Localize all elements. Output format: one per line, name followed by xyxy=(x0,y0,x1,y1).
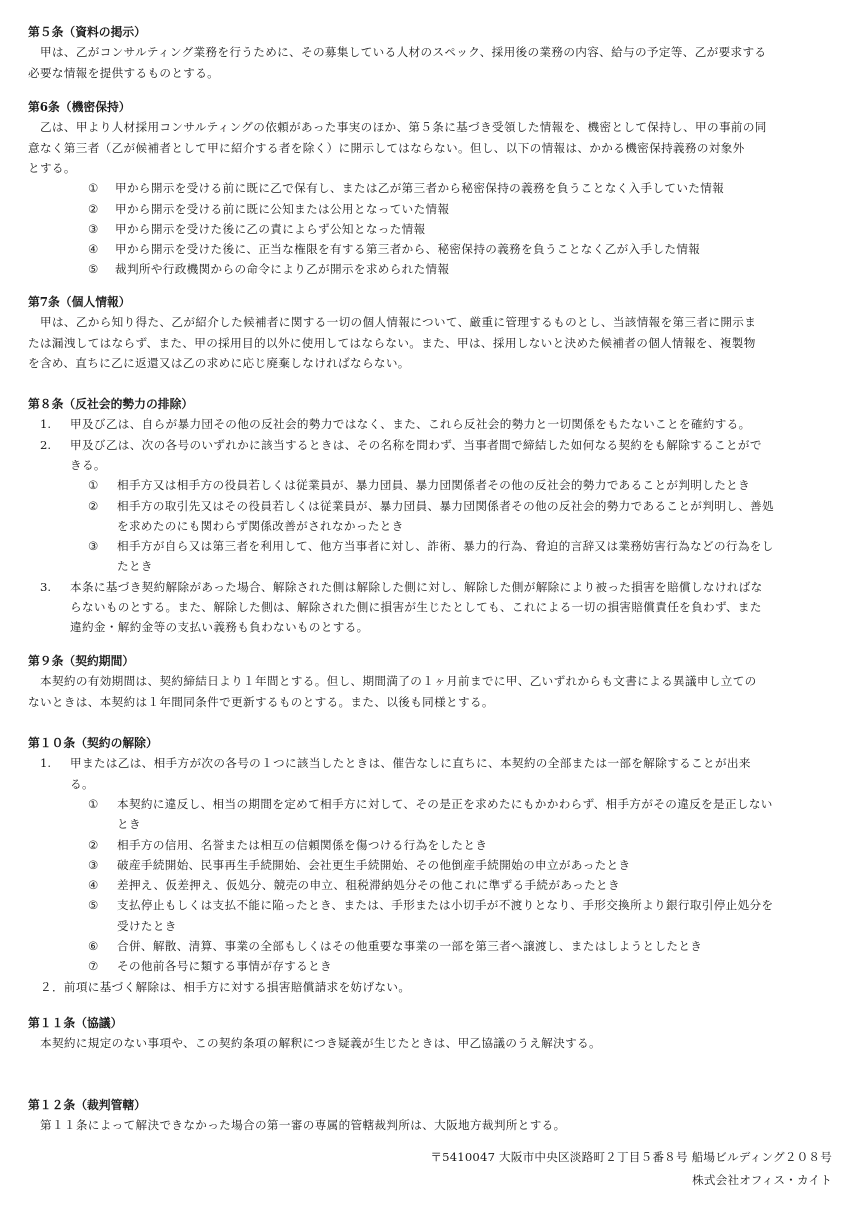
item-marker: ② xyxy=(88,201,99,216)
clause-text-line: 違約金・解約金等の支払い義務も負わないものとする。 xyxy=(70,620,369,635)
article-text-line: とする。 xyxy=(28,160,76,175)
article-text-line: 必要な情報を提供するものとする。 xyxy=(28,65,220,80)
article-heading: 第１０条（契約の解除） xyxy=(28,736,158,750)
article-text-line: ないときは、本契約は１年間同条件で更新するものとする。また、以後も同様とする。 xyxy=(28,694,494,709)
item-marker: ④ xyxy=(88,878,99,893)
item-marker: ① xyxy=(88,796,99,811)
article-text-line: を含め、直ちに乙に返還又は乙の求めに応じ廃棄しなければならない。 xyxy=(28,355,410,370)
clause-text-line: 甲及び乙は、次の各号のいずれかに該当するときは、その名称を問わず、当事者間で締結した如何なる契約をも解除することがで xyxy=(70,437,762,452)
article-heading: 第８条（反社会的勢力の排除） xyxy=(28,397,194,411)
article-heading: 第１２条（裁判管轄） xyxy=(28,1098,146,1112)
item-text-line: 破産手続開始、民事再生手続開始、会社更生手続開始、その他倒産手続開始の申立があったとき xyxy=(117,857,631,872)
article-text-line: 乙は、甲より人材採用コンサルティングの依頼があった事実のほか、第５条に基づき受領した情報を、機密として保持し、甲の事前の同 xyxy=(40,120,767,135)
article-heading: 第7条（個人情報） xyxy=(28,295,131,309)
item-text-line: 甲から開示を受けた後に、正当な権限を有する第三者から、秘密保持の義務を負うことなく乙が入手した情報 xyxy=(115,242,701,257)
item-marker: ① xyxy=(88,181,99,196)
article-text-line: 甲は、乙がコンサルティング業務を行うために、その募集している人材のスペック、採用後の業務の内容、給与の予定等、乙が要求する xyxy=(40,45,767,60)
article-heading: 第５条（資料の掲示） xyxy=(28,25,146,39)
item-marker: ③ xyxy=(88,539,99,554)
item-text-line: 相手方又は相手方の役員若しくは従業員が、暴力団員、暴力団関係者その他の反社会的勢力であることが判明したとき xyxy=(117,478,751,493)
item-text-line: とき xyxy=(117,817,141,832)
clause-text-line: 甲または乙は、相手方が次の各号の１つに該当したときは、催告なしに直ちに、本契約の全部または一部を解除することが出来 xyxy=(70,756,751,771)
item-marker: ⑤ xyxy=(88,898,99,913)
item-marker: ④ xyxy=(88,242,99,257)
item-text-line: その他前各号に類する事情が存するとき xyxy=(117,959,332,974)
item-text-line: 相手方の信用、名誉または相互の信頼関係を傷つける行為をしたとき xyxy=(117,837,488,852)
clause-text-line: きる。 xyxy=(70,457,106,472)
item-text-line: 裁判所や行政機関からの命令により乙が開示を求められた情報 xyxy=(115,262,450,277)
clause-number: 1. xyxy=(40,417,52,432)
item-text-line: 甲から開示を受けた後に乙の責によらず公知となった情報 xyxy=(115,221,426,236)
item-marker: ⑦ xyxy=(88,959,99,974)
article-heading: 第6条（機密保持） xyxy=(28,100,131,114)
footer-company: 株式会社オフィス・カイト xyxy=(692,1173,832,1187)
clause-text-line: ２．前項に基づく解除は、相手方に対する損害賠償請求を妨げない。 xyxy=(40,979,411,994)
item-text-line: 本契約に違反し、相当の期間を定めて相手方に対して、その是正を求めたにもかかわらず、相手方がその違反を是正しない xyxy=(117,796,773,811)
article-heading: 第９条（契約期間） xyxy=(28,654,135,668)
clause-text-line: る。 xyxy=(70,776,94,791)
item-marker: ③ xyxy=(88,221,99,236)
item-marker: ③ xyxy=(88,857,99,872)
item-text-line: 甲から開示を受ける前に既に公知または公用となっていた情報 xyxy=(115,201,450,216)
item-marker: ⑥ xyxy=(88,939,99,953)
article-text-line: 意なく第三者（乙が候補者として甲に紹介する者を除く）に開示してはならない。但し、以下の情報は、かかる機密保持義務の対象外 xyxy=(28,140,745,155)
item-text-line: 相手方の取引先又はその役員若しくは従業員が、暴力団員、暴力団関係者その他の反社会的勢力であることが判明し、善処 xyxy=(117,498,774,513)
item-marker: ② xyxy=(88,837,99,852)
item-text-line: 甲から開示を受ける前に既に乙で保有し、または乙が第三者から秘密保持の義務を負うことなく入手していた情報 xyxy=(115,181,725,196)
article-text-line: 本契約の有効期間は、契約締結日より１年間とする。但し、期間満了の１ヶ月前までに甲、乙いずれからも文書による異議申し立ての xyxy=(40,674,757,689)
item-text-line: 差押え、仮差押え、仮処分、競売の申立、租税滞納処分その他これに準ずる手続があったとき xyxy=(117,878,620,893)
clause-number: 3. xyxy=(40,579,52,594)
clause-text-line: 本条に基づき契約解除があった場合、解除された側は解除した側に対し、解除した側が解除により被った損害を賠償しなければな xyxy=(70,579,763,594)
article-text-line: 甲は、乙から知り得た、乙が紹介した候補者に関する一切の個人情報について、厳重に管理するものとし、当該情報を第三者に開示ま xyxy=(40,315,757,330)
article-text-line: 第１１条によって解決できなかった場合の第一審の専属的管轄裁判所は、大阪地方裁判所とする。 xyxy=(40,1118,566,1133)
clause-text-line: 甲及び乙は、自らが暴力団その他の反社会的勢力ではなく、また、これら反社会的勢力と一切関係をもたないことを確約する。 xyxy=(70,417,751,432)
item-text-line: 受けたとき xyxy=(117,918,177,933)
item-marker: ① xyxy=(88,478,99,493)
footer-address: 〒5410047 大阪市中央区淡路町２丁目５番８号 船場ビルディング２０８号 xyxy=(430,1150,832,1164)
clause-number: 2. xyxy=(40,437,52,452)
item-marker: ② xyxy=(88,498,99,513)
item-text-line: を求めたのにも関わらず関係改善がされなかったとき xyxy=(117,518,404,533)
article-text-line: たは漏洩してはならず、また、甲の採用目的以外に使用してはならない。また、甲は、採用しないと決めた候補者の個人情報を、複製物 xyxy=(28,335,756,350)
item-marker: ⑤ xyxy=(88,262,99,277)
clause-text-line: らないものとする。また、解除した側は、解除された側に損害が生じたとしても、これによる一切の損害賠償責任を負わず、また xyxy=(70,600,762,614)
item-text-line: たとき xyxy=(117,559,153,574)
article-text-line: 本契約に規定のない事項や、この契約条項の解釈につき疑義が生じたときは、甲乙協議のうえ解決する。 xyxy=(40,1036,601,1051)
item-text-line: 合併、解散、清算、事業の全部もしくはその他重要な事業の一部を第三者へ譲渡し、またはしようとしたとき xyxy=(117,939,703,953)
item-text-line: 支払停止もしくは支払不能に陥ったとき、または、手形または小切手が不渡りとなり、手形交換所より銀行取引停止処分を xyxy=(117,898,774,913)
item-text-line: 相手方が自ら又は第三者を利用して、他方当事者に対し、詐術、暴力的行為、脅迫的言辞又は業務妨害行為などの行為をし xyxy=(117,539,774,554)
clause-number: 1. xyxy=(40,756,52,771)
article-heading: 第１１条（協議） xyxy=(28,1016,123,1030)
